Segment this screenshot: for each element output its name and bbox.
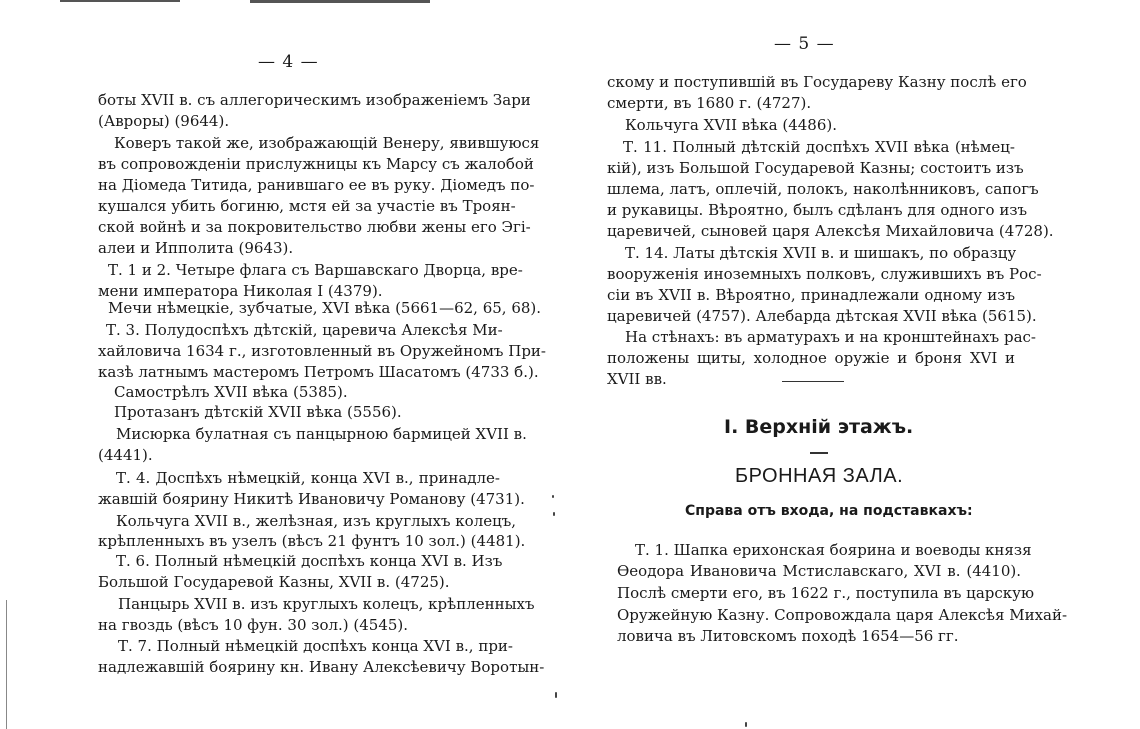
text-line: боты XVII в. съ аллегорическимъ изображенiемъ Зари (98, 91, 531, 109)
text-line: Кольчуга XVII в., желѣзная, изъ круглыхъ колецъ, (116, 512, 517, 530)
hall-title: БРОННАЯ ЗАЛА. (735, 465, 904, 487)
text-line: на Дiомеда Титида, ранившаго ее въ руку. Дiомедъ по- (98, 176, 535, 194)
ink-speck (555, 692, 557, 698)
ink-speck (745, 722, 747, 727)
text-line: Т. 1. Шапка ерихонская боярина и воеводы князя (635, 541, 1032, 559)
page-number: — 4 — (258, 52, 319, 72)
text-line: скому и поступившiй въ Государеву Казну послѣ его (607, 73, 1027, 91)
text-line: Т. 4. Доспѣхъ нѣмецкiй, конца XVI в., принадле- (116, 469, 500, 487)
text-line: (4441). (98, 446, 153, 464)
text-line: Т. 6. Полный нѣмецкiй доспѣхъ конца XVI в. Изъ (116, 552, 503, 570)
text-line: Т. 3. Полудоспѣхъ дѣтскiй, царевича Алексѣя Ми- (106, 321, 503, 339)
text-line: царевичей, сыновей царя Алексѣя Михайловича (4728). (607, 222, 1054, 240)
text-line: Кольчуга XVII вѣка (4486). (625, 116, 837, 134)
right-page (585, 0, 1140, 729)
text-line: хайловича 1634 г., изготовленный въ Оружейномъ При- (98, 342, 546, 360)
section-title: I. Верхнiй этажъ. (724, 416, 914, 438)
text-line: смерти, въ 1680 г. (4727). (607, 94, 812, 112)
text-line: Мечи нѣмецкiе, зубчатые, XVI вѣка (5661—62, 65, 68). (108, 299, 542, 317)
text-line: надлежавшiй боярину кн. Ивану Алексѣевичу Воротын- (98, 658, 545, 676)
text-line: Панцырь XVII в. изъ круглыхъ колецъ, крѣпленныхъ (118, 595, 535, 613)
text-line: Т. 14. Латы дѣтскiя XVII в. и шишакъ, по образцу (625, 244, 1017, 262)
text-line: Оружейную Казну. Сопровождала царя Алексѣя Михай- (617, 606, 1068, 624)
text-line: Т. 7. Полный нѣмецкiй доспѣхъ конца XVI в., при- (118, 637, 513, 655)
text-line: Өеодора Ивановича Мстиславскаго, XVI в. (4410). (617, 562, 1021, 580)
subheading: Справа отъ входа, на подставкахъ: (685, 503, 973, 519)
page-number: — 5 — (774, 34, 835, 54)
text-line: царевичей (4757). Алебарда дѣтская XVII вѣка (5615). (607, 307, 1037, 325)
text-line: Послѣ смерти его, въ 1622 г., поступила въ царскую (617, 584, 1035, 602)
text-line: положены щиты, холодное оружiе и броня XVI и (607, 349, 1015, 367)
text-line: Большой Государевой Казны, XVII в. (4725). (98, 573, 450, 591)
ink-speck (552, 495, 554, 498)
text-line: (Авроры) (9644). (98, 112, 230, 130)
text-line: мени императора Николая I (4379). (98, 282, 383, 300)
text-line: на гвоздь (вѣсъ 10 фун. 30 зол.) (4545). (98, 616, 409, 634)
text-line: Мисюрка булатная съ панцырною бармицей XVII в. (116, 425, 527, 443)
text-line: Самострѣлъ XVII вѣка (5385). (114, 383, 348, 401)
text-line: кушался убить богиню, мстя ей за участiе въ Троян- (98, 197, 516, 215)
title-dash (810, 452, 828, 454)
text-line: Т. 1 и 2. Четыре флага съ Варшавскаго Дворца, вре- (108, 261, 523, 279)
text-line: шлема, латъ, оплечiй, полокъ, наколѣнниковъ, сапогъ (607, 180, 1039, 198)
text-line: Т. 11. Полный дѣтскiй доспѣхъ XVII вѣка (нѣмец- (623, 138, 1015, 156)
text-line: сiи въ XVII в. Вѣроятно, принадлежали одному изъ (607, 286, 1015, 304)
text-line: Протазанъ дѣтскiй XVII вѣка (5556). (114, 403, 402, 421)
text-line: и рукавицы. Вѣроятно, былъ сдѣланъ для одного изъ (607, 201, 1028, 219)
text-line: казѣ латнымъ мастеромъ Петромъ Шасатомъ (4733 б.). (98, 363, 539, 381)
text-line: вооруженiя иноземныхъ полковъ, служившихъ въ Рос- (607, 265, 1042, 283)
text-line: ской войнѣ и за покровительство любви жены его Эгi- (98, 218, 531, 236)
text-line: На стѣнахъ: въ арматурахъ и на кронштейнахъ рас- (625, 328, 1036, 346)
ink-speck (553, 512, 555, 516)
text-line: кiй), изъ Большой Государевой Казны; состоитъ изъ (607, 159, 1024, 177)
left-page (0, 0, 560, 729)
text-line: жавшiй боярину Никитѣ Ивановичу Романову (4731). (98, 490, 525, 508)
text-line: въ сопровожденiи прислужницы къ Марсу съ жалобой (98, 155, 534, 173)
text-line: крѣпленныхъ въ узелъ (вѣсъ 21 фунтъ 10 зол.) (4481). (98, 532, 526, 550)
text-line: Коверъ такой же, изображающiй Венеру, явившуюся (114, 134, 540, 152)
text-line: алеи и Ипполита (9643). (98, 239, 294, 257)
text-line: ловича въ Литовскомъ походѣ 1654—56 гг. (617, 627, 959, 645)
text-line: XVII вв. (607, 370, 667, 388)
section-divider (782, 381, 844, 382)
